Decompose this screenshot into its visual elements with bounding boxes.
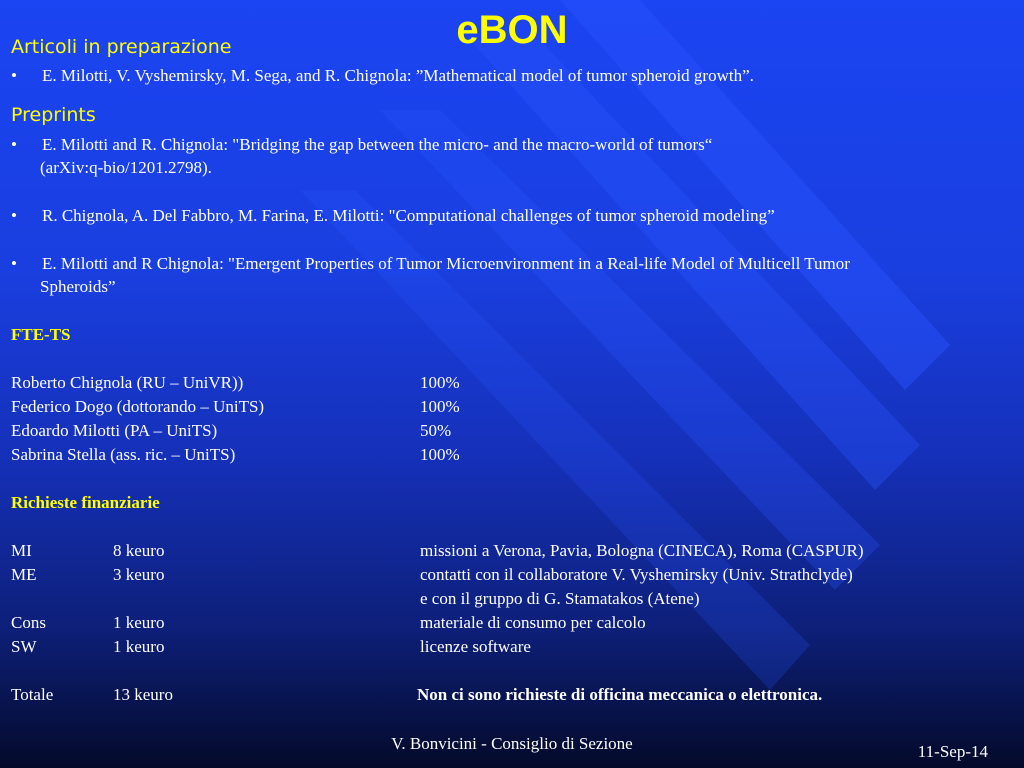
preprint-item-line: E. Milotti and R Chignola: "Emergent Properties of Tumor Microenvironment in a Real-life Model of Multicell Tumor <box>42 254 850 273</box>
finance-amount: 1 keuro <box>113 637 165 656</box>
preprint-item-line: E. Milotti and R. Chignola: "Bridging the gap between the micro- and the macro-world of tumors“ <box>42 135 713 154</box>
fte-name: Sabrina Stella (ass. ric. – UniTS) <box>11 445 236 464</box>
fte-name: Edoardo Milotti (PA – UniTS) <box>11 421 218 440</box>
fte-value: 100% <box>420 373 460 392</box>
finance-code: ME <box>11 565 37 584</box>
preprints-heading: Preprints <box>11 104 96 126</box>
bullet-icon: • <box>11 206 17 225</box>
finance-total-amount: 13 keuro <box>113 685 173 704</box>
finance-total-note: Non ci sono richieste di officina meccanica o elettronica. <box>417 685 823 704</box>
fte-value: 100% <box>420 397 460 416</box>
finance-amount: 1 keuro <box>113 613 165 632</box>
bullet-icon: • <box>11 135 17 154</box>
finance-note: e con il gruppo di G. Stamatakos (Atene) <box>420 589 700 608</box>
preprint-item-line: R. Chignola, A. Del Fabbro, M. Farina, E. Milotti: "Computational challenges of tumor spheroid modeling” <box>42 206 775 225</box>
finance-code: MI <box>11 541 32 560</box>
fte-name: Federico Dogo (dottorando – UniTS) <box>11 397 265 416</box>
finance-note: contatti con il collaboratore V. Vyshemirsky (Univ. Strathclyde) <box>420 565 853 584</box>
finance-code: SW <box>11 637 37 656</box>
finance-amount: 3 keuro <box>113 565 165 584</box>
articoli-item: E. Milotti, V. Vyshemirsky, M. Sega, and R. Chignola: ”Mathematical model of tumor spheroid growth”. <box>42 66 754 85</box>
finance-heading: Richieste finanziarie <box>11 493 160 512</box>
finance-note: materiale di consumo per calcolo <box>420 613 646 632</box>
footer-date: 11-Sep-14 <box>917 742 988 761</box>
preprint-item-line: Spheroids” <box>40 277 116 296</box>
finance-code: Cons <box>11 613 46 632</box>
preprint-item-line: (arXiv:q-bio/1201.2798). <box>40 158 212 177</box>
articoli-heading: Articoli in preparazione <box>11 36 232 58</box>
bullet-icon: • <box>11 66 17 85</box>
footer-text: V. Bonvicini - Consiglio di Sezione <box>391 734 633 753</box>
finance-amount: 8 keuro <box>113 541 165 560</box>
fte-name: Roberto Chignola (RU – UniVR)) <box>11 373 244 392</box>
finance-note: licenze software <box>420 637 531 656</box>
fte-value: 50% <box>420 421 452 440</box>
fte-heading: FTE-TS <box>11 325 71 344</box>
slide-title: eBON <box>456 8 568 52</box>
finance-note: missioni a Verona, Pavia, Bologna (CINECA), Roma (CASPUR) <box>420 541 864 560</box>
bullet-icon: • <box>11 254 17 273</box>
fte-value: 100% <box>420 445 460 464</box>
finance-total-code: Totale <box>11 685 54 704</box>
